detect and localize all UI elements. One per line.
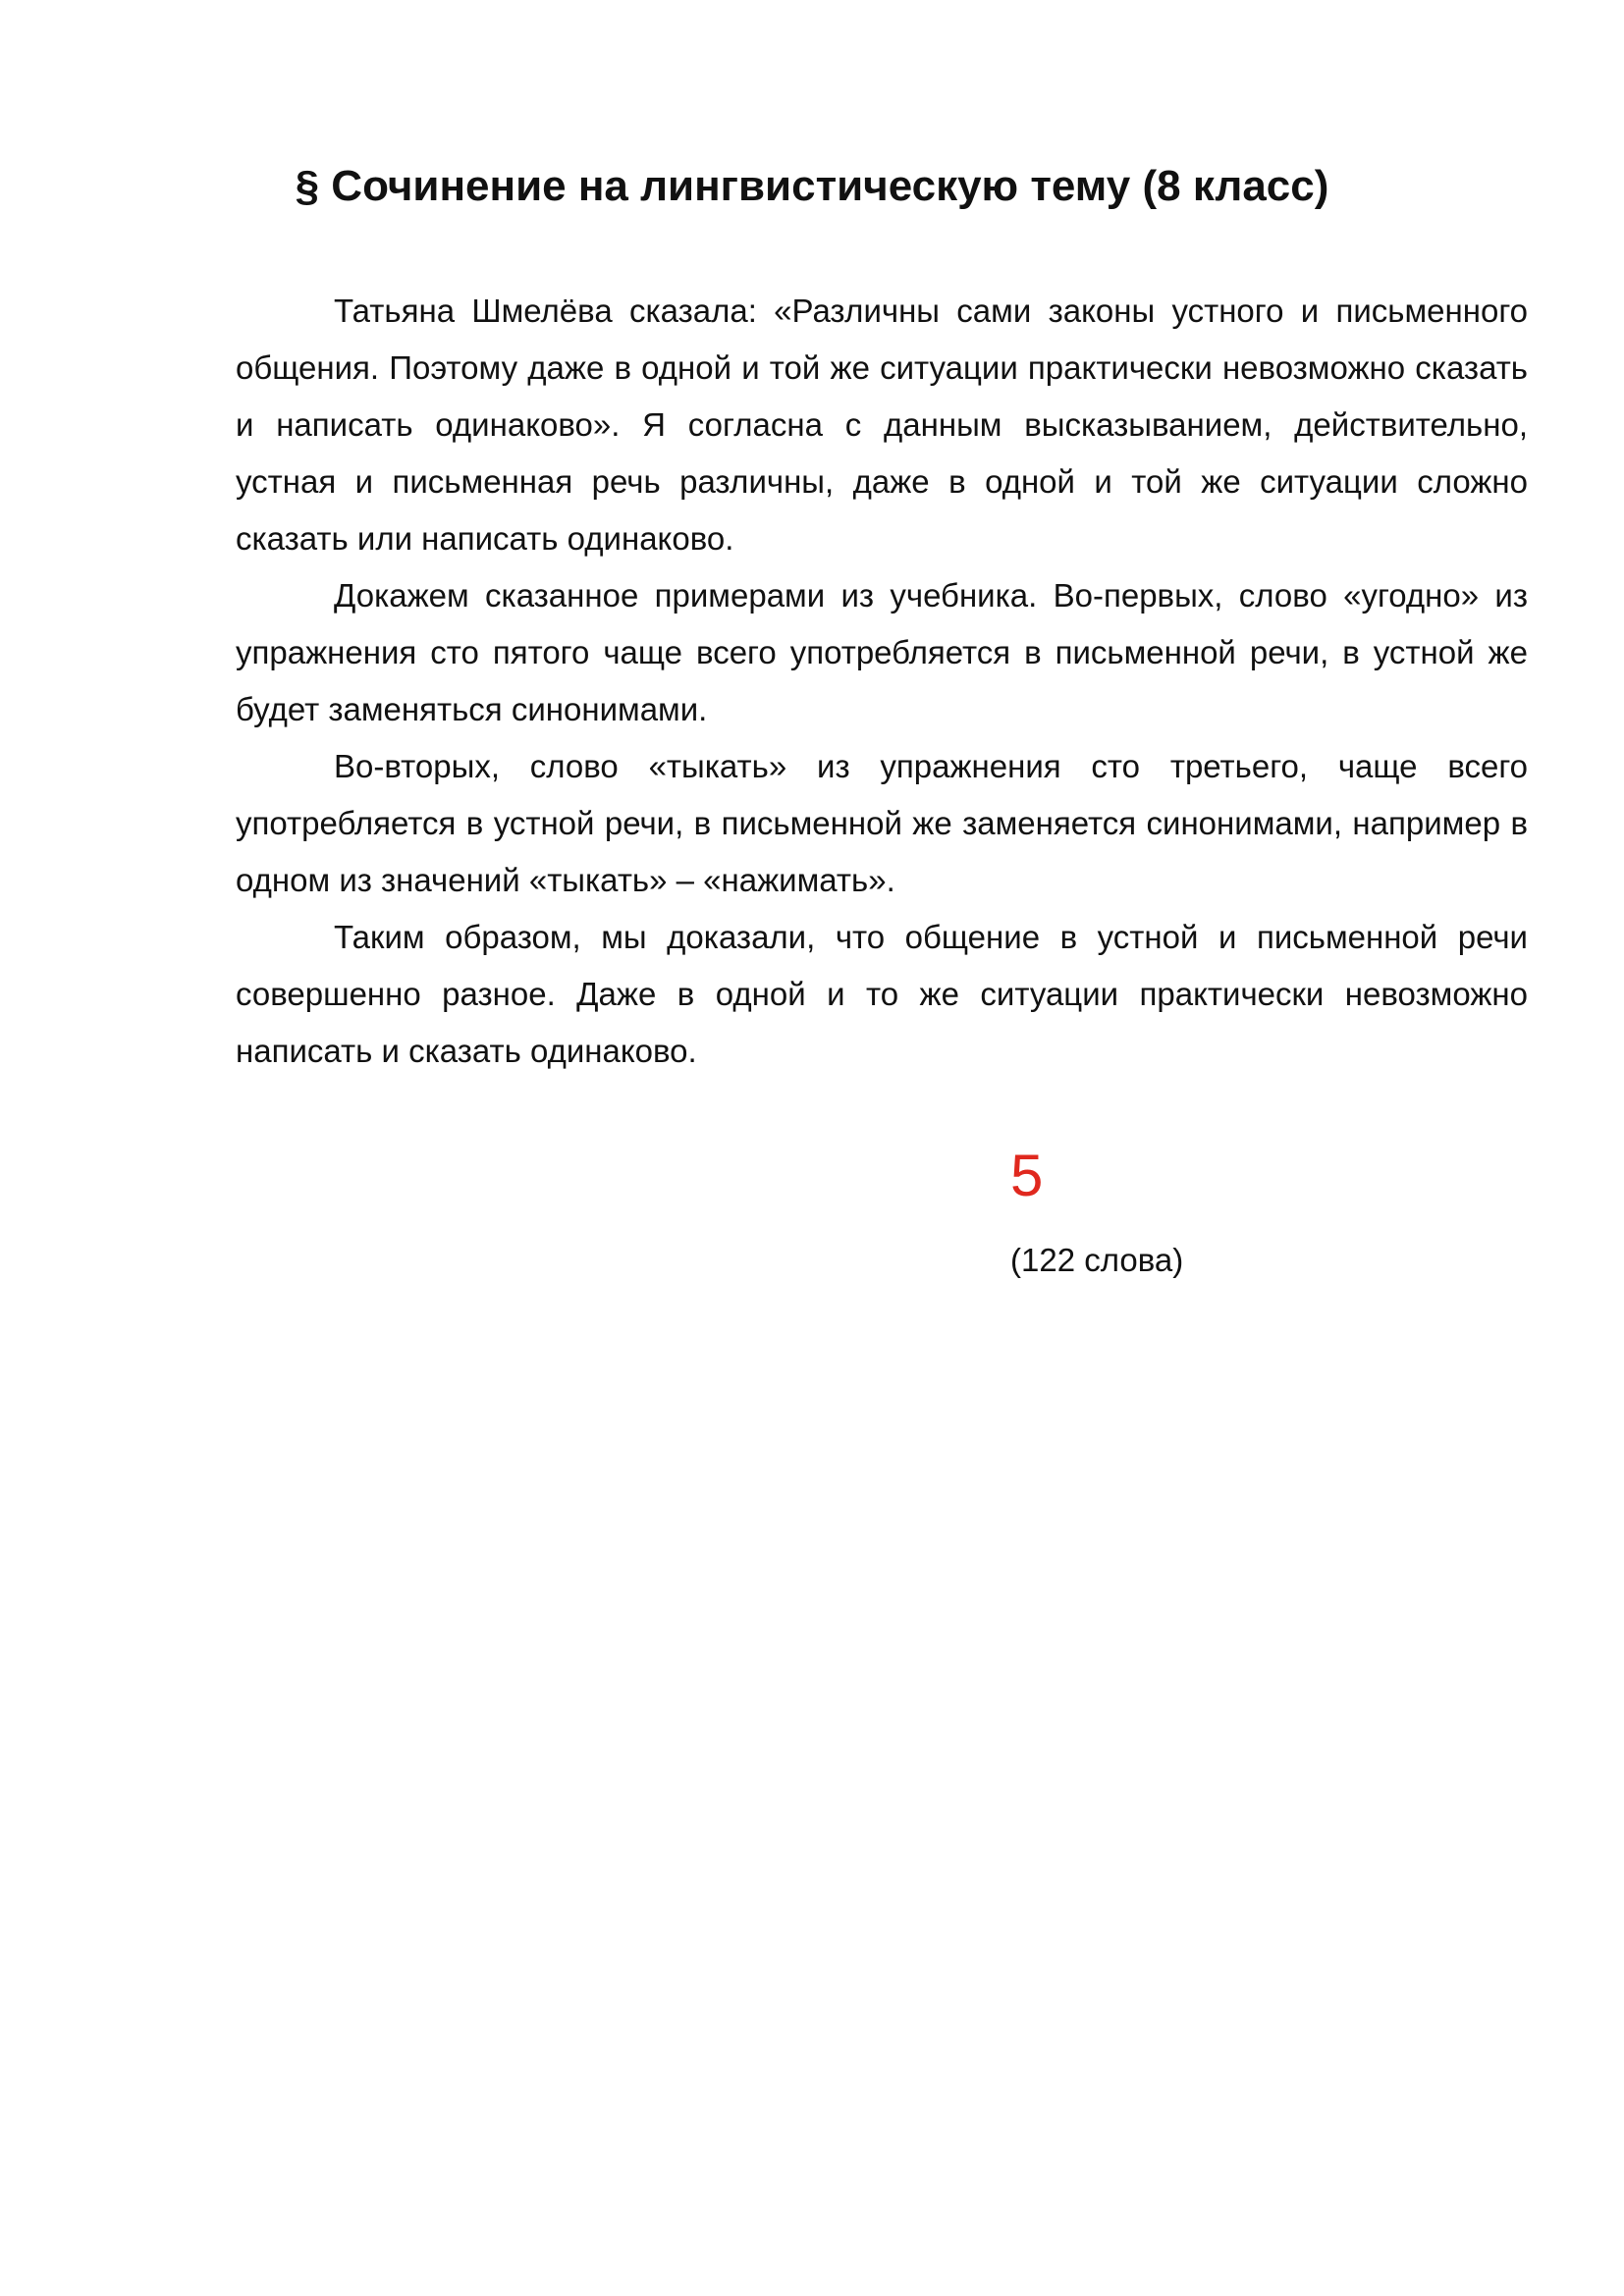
paragraph-2: Докажем сказанное примерами из учебника. Во-первых, слово «угодно» из упражнения сто пятого чаще всего употребляется в письменной речи, в устной же будет заменяться синонимами. [236,577,1528,727]
paragraph-1: Татьяна Шмелёва сказала: «Различны сами законы устного и письменного общения. Поэтому даже в одной и той же ситуации практически невозможно сказать и написать одинаково». Я согласна с данным высказыванием, действительно, устная и письменная речь различны, даже в одной и той же ситуации сложно сказать или написать одинаково. [236,293,1528,557]
document-title: § Сочинение на лингвистическую тему (8 класс) [295,162,1329,210]
word-count: (122 слова) [1010,1242,1184,1278]
paragraph-4: Таким образом, мы доказали, что общение в устной и письменной речи совершенно разное. Даже в одной и то же ситуации практически невозможно написать и сказать одинаково. [236,919,1528,1069]
essay-body [236,283,1528,1080]
paragraph-3: Во-вторых, слово «тыкать» из упражнения сто третьего, чаще всего употребляется в устной речи, в письменной же заменяется синонимами, например в одном из значений «тыкать» – «нажимать». [236,748,1528,898]
grade-mark: 5 [1010,1143,1044,1208]
